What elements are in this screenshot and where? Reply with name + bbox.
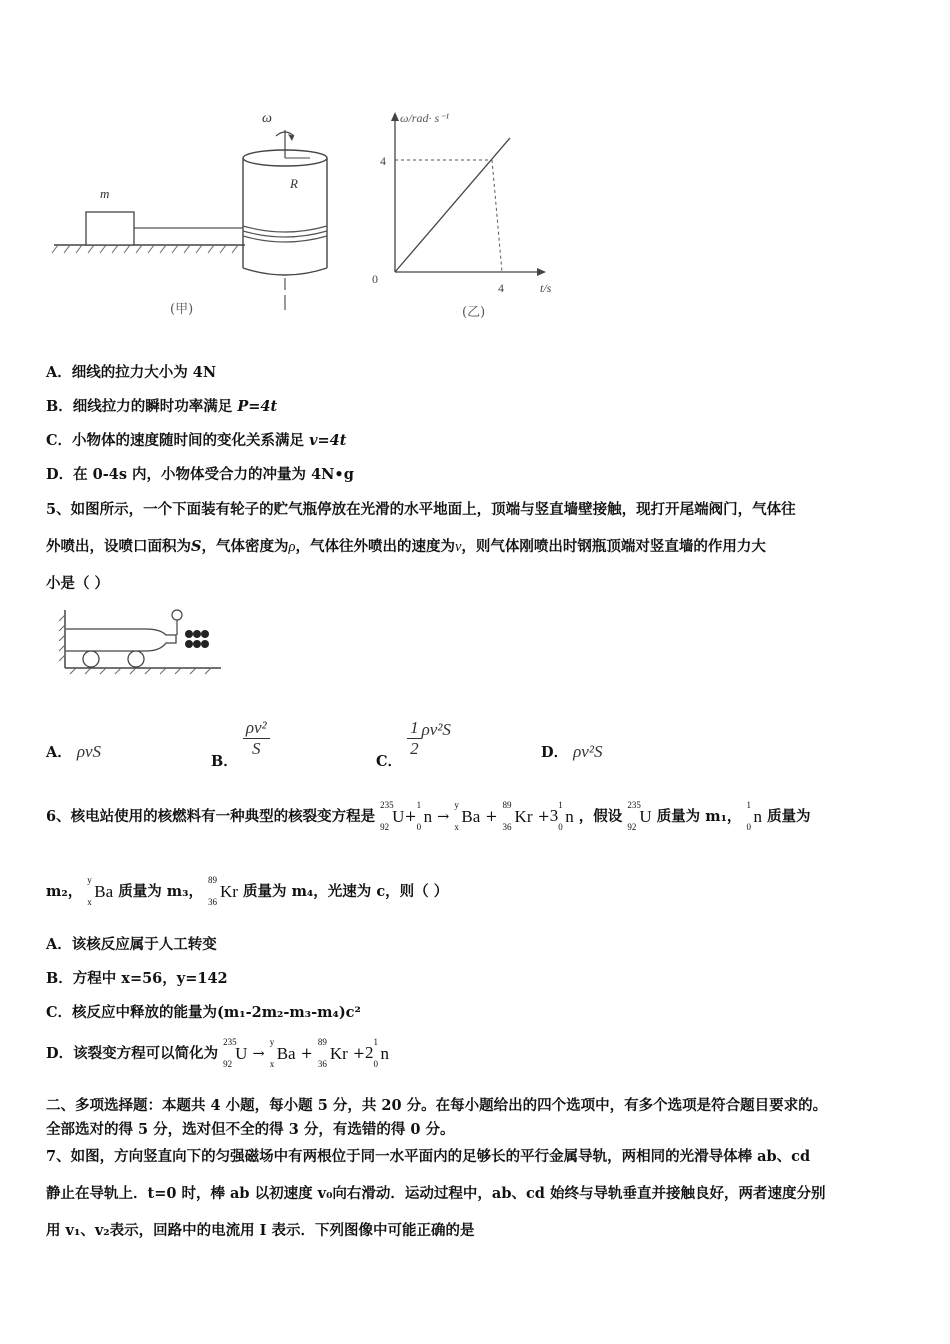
rotating-drum-figure — [40, 100, 600, 330]
q5-option-c: C． $\frac{1}{2}$ ρv²S — [376, 718, 451, 770]
uranium-235: 235 92 U — [380, 800, 405, 832]
y-tick: 4 — [380, 154, 386, 168]
q5-option-d: D． ρv²S — [541, 742, 603, 761]
x-tick: 4 — [498, 281, 504, 295]
y-axis-label: ω/rad· s⁻¹ — [400, 111, 450, 125]
figure-label-yi: (乙) — [462, 305, 486, 320]
q5-line-2: 外喷出，设喷口面积为S，气体密度为ρ，气体往外喷出的速度为v，则气体刚喷出时钢瓶顶端对竖直墙的作用力大 — [46, 538, 766, 555]
q6-option-d: D．该裂变方程可以简化为 235 92 U → y x Ba + 89 36 Kr +2 1 0 n — [46, 1037, 390, 1069]
x-axis-label: t/s — [540, 281, 552, 295]
q6-option-b: B．方程中 x=56，y=142 — [46, 970, 228, 987]
omega-time-graph — [391, 112, 546, 276]
q4-option-c: C．小物体的速度随时间的变化关系满足 v=4t — [46, 432, 347, 449]
q7-line-2: 静止在导轨上．t=0 时，棒 ab 以初速度 v₀向右滑动．运动过程中，ab、cd 始终与导轨垂直并接触良好，两者速度分别 — [46, 1185, 826, 1202]
q4-option-d: D．在 0-4s 内，小物体受合力的冲量为 4N•g — [46, 466, 354, 483]
q4-option-b: B．细线拉力的瞬时功率满足 P=4t — [46, 398, 278, 415]
q5-line-3: 小是（ ） — [46, 575, 110, 592]
q5-line-1: 5、如图所示，一个下面装有轮子的贮气瓶停放在光滑的水平地面上，顶端与竖直墙壁接触，现打开尾端阀门，气体往 — [46, 501, 796, 518]
radius-label: R — [290, 176, 298, 191]
q6-option-a: A．该核反应属于人工转变 — [46, 936, 217, 953]
section-2-heading: 二、多项选择题：本题共 4 小题，每小题 5 分，共 20 分。在每小题给出的四个选项中，有多个选项是符合题目要求的。 全部选对的得 5 分，选对但不全的得 3 分，有选错的得 0 分。 — [46, 1097, 828, 1138]
q6-option-c: C．核反应中释放的能量为(m₁-2m₂-m₃-m₄)c² — [46, 1004, 361, 1021]
figure-label-jia: (甲) — [170, 302, 194, 317]
omega-label: ω — [262, 111, 272, 126]
q6-line-2: m₂， y x Ba 质量为 m₃， 89 36 Kr 质量为 m₄，光速为 c，则（ ） — [46, 875, 449, 907]
q7-line-3: 用 v₁、v₂表示，回路中的电流用 I 表示．下列图像中可能正确的是 — [46, 1222, 475, 1239]
mass-label: m — [100, 186, 110, 201]
gas-bottle-figure — [56, 605, 226, 675]
q4-option-a: A．细线的拉力大小为 4N — [46, 364, 217, 381]
mass-block — [86, 212, 134, 245]
origin-label: 0 — [372, 272, 378, 286]
q5-option-b: B． $\frac{\text{ρv²}}{S}$ — [211, 718, 270, 759]
q7-line-1: 7、如图，方向竖直向下的匀强磁场中有两根位于同一水平面内的足够长的平行金属导轨，两相同的光滑导体棒 ab、cd — [46, 1148, 811, 1165]
q6-line-1: 6、核电站使用的核燃料有一种典型的核裂变方程是 235 92 U+ 1 0 n → y x Ba + 89 36 Kr +3 1 0 n ，假设 235 92 U 质量为 m₁， 1 0 n 质量为 — [46, 800, 811, 832]
q5-option-a: A． ρvS — [46, 742, 102, 761]
drum — [243, 130, 327, 310]
